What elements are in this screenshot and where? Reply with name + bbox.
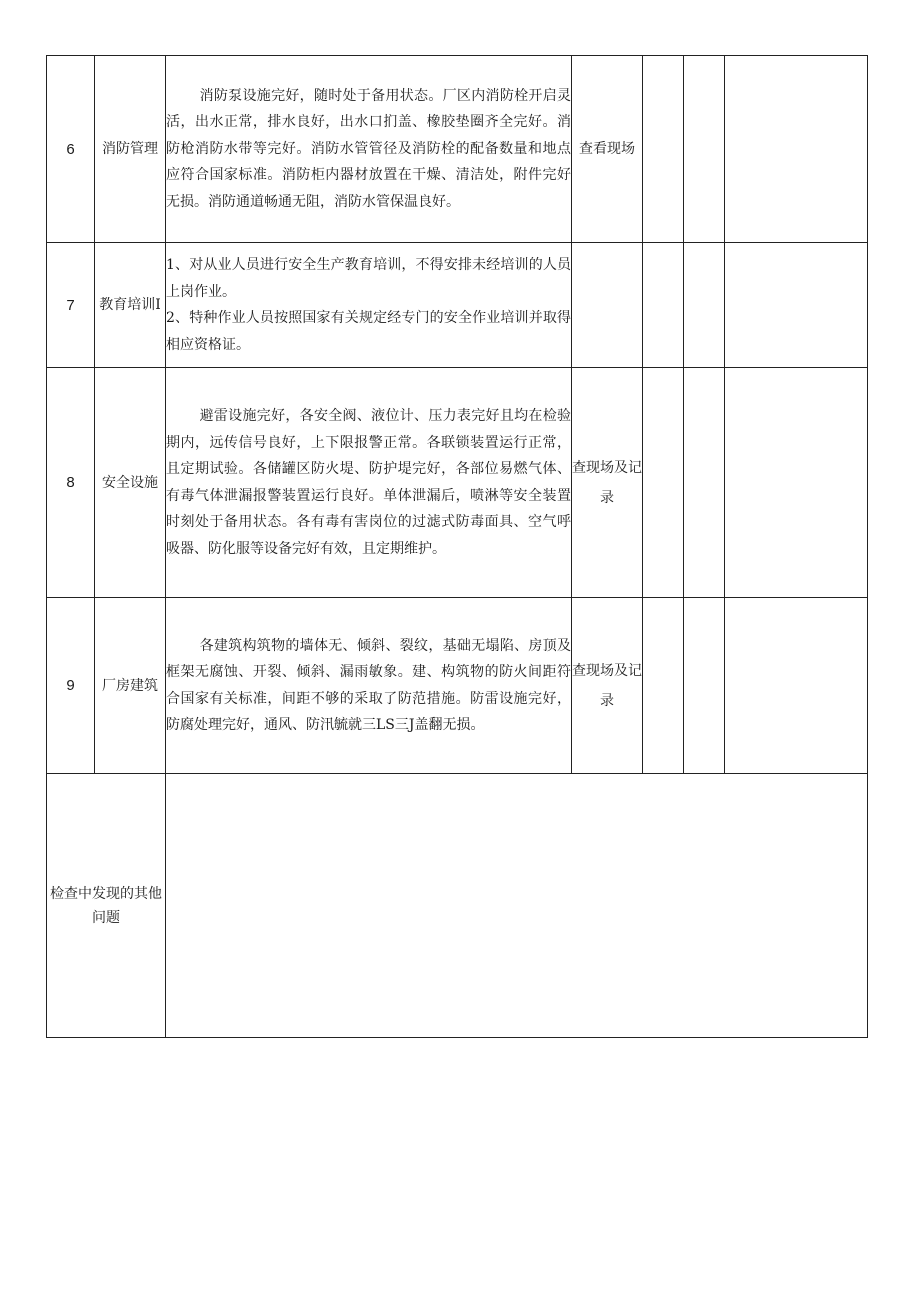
item-name: 教育培训I (95, 243, 166, 368)
content-paragraph: 各建筑构筑物的墙体无、倾斜、裂纹，基础无塌陷、房顶及框架无腐蚀、开裂、倾斜、漏雨敏象。建、构筑物的防火间距符合国家有关标准，间距不够的采取了防范措施。防雷设施完好，防腐处理完好，通风、防汛毓就三LS三J盖翻无损。 (166, 637, 571, 733)
remark-cell (725, 368, 868, 598)
inspection-table (46, 55, 868, 1038)
item-name: 安全设施 (95, 368, 166, 598)
table-row (47, 56, 868, 243)
content-paragraph: 1、对从业人员进行安全生产教育培训，不得安排未经培训的人员上岗作业。 (166, 257, 571, 300)
result-cell (643, 56, 684, 243)
row-number: 8 (47, 368, 95, 598)
result-cell (684, 598, 725, 774)
result-cell (684, 368, 725, 598)
content-paragraph: 避雷设施完好，各安全阀、液位计、压力表完好且均在检验期内，远传信号良好，上下限报警正常。各联锁装置运行正常，且定期试验。各储罐区防火堤、防护堤完好，各部位易燃气体、有毒气体泄漏报警装置运行良好。单体泄漏后，喷淋等安全装置时刻处于备用状态。各有毒有害岗位的过滤式防毒面具、空气呼吸器、防化服等设备完好有效，且定期维护。 (166, 408, 571, 557)
check-method: 查看现场 (572, 56, 643, 243)
table-row (47, 368, 868, 598)
result-cell (643, 368, 684, 598)
item-name: 厂房建筑 (95, 598, 166, 774)
check-method: 查现场及记录 (572, 368, 643, 598)
remark-cell (725, 598, 868, 774)
item-content (166, 243, 572, 368)
row-number: 6 (47, 56, 95, 243)
content-paragraph: 2、特种作业人员按照国家有关规定经专门的安全作业培训并取得相应资格证。 (166, 310, 571, 353)
check-method (572, 243, 643, 368)
item-content (166, 598, 572, 774)
result-cell (684, 56, 725, 243)
remark-cell (725, 243, 868, 368)
remark-cell (725, 56, 868, 243)
table-row (47, 243, 868, 368)
result-cell (643, 598, 684, 774)
other-issues-field[interactable] (166, 774, 868, 1038)
row-number: 9 (47, 598, 95, 774)
row-number: 7 (47, 243, 95, 368)
item-content (166, 368, 572, 598)
result-cell (684, 243, 725, 368)
item-name: 消防管理 (95, 56, 166, 243)
table-row (47, 598, 868, 774)
result-cell (643, 243, 684, 368)
check-method: 查现场及记录 (572, 598, 643, 774)
item-content (166, 56, 572, 243)
other-issues-row (47, 774, 868, 1038)
other-issues-label: 检查中发现的其他问题 (47, 774, 166, 1038)
content-paragraph: 消防泵设施完好，随时处于备用状态。厂区内消防栓开启灵活，出水正常，排水良好，出水口扪盖、橡胶垫圈齐全完好。消防枪消防水带等完好。消防水管管径及消防栓的配备数量和地点应符合国家标准。消防柜内器材放置在干燥、清洁处，附件完好无损。消防通道畅通无阻，消防水管保温良好。 (166, 87, 571, 210)
